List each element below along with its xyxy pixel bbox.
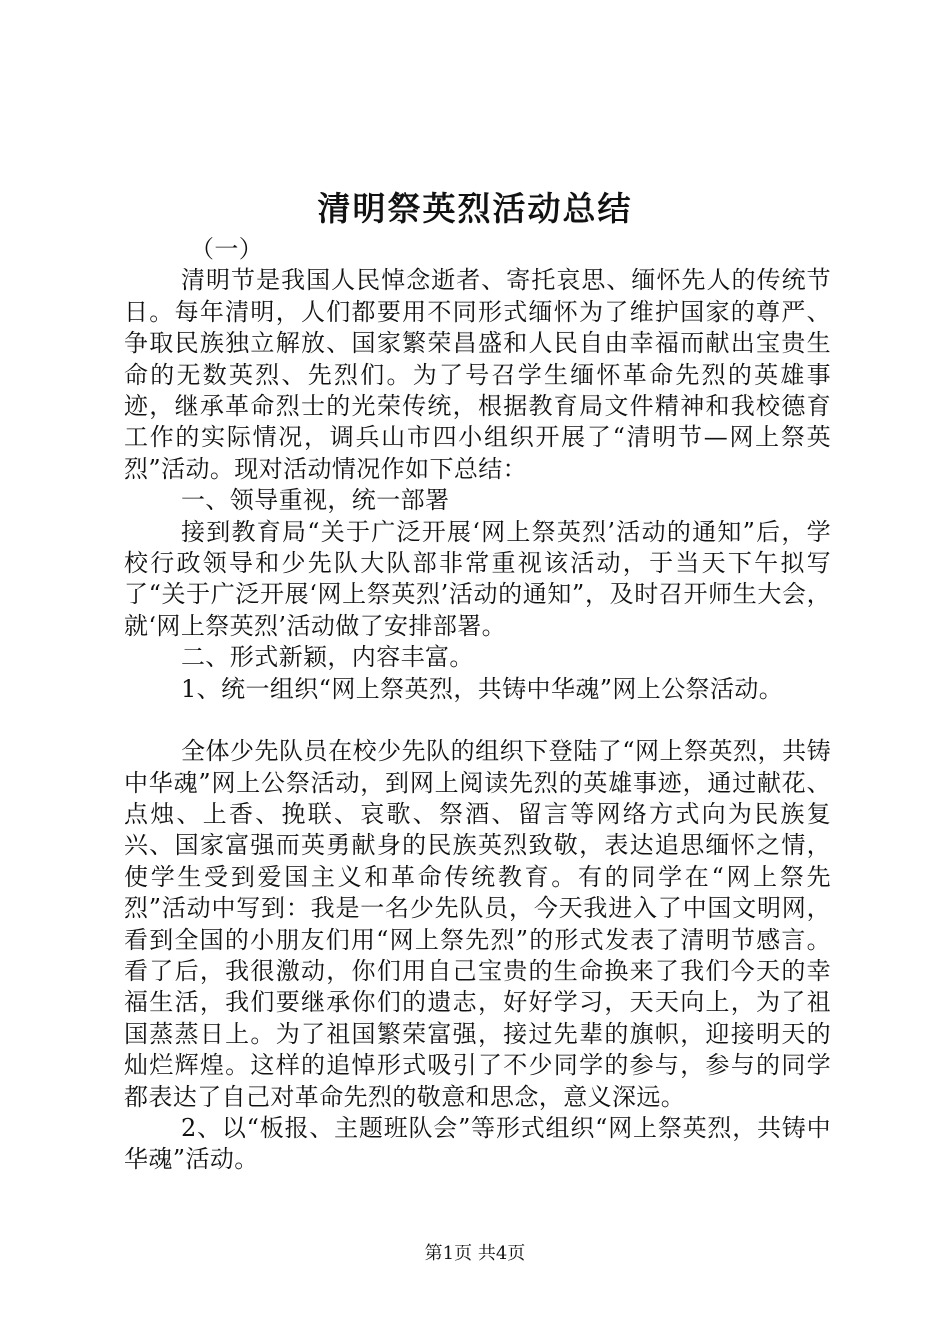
page-footer: 第1页 共4页 (424, 1243, 526, 1264)
heading-leadership: 一、领导重视，统一部署 (181, 486, 450, 515)
paragraph-notice: 接到教育局“关于广泛开展‘网上祭英烈’活动的通知”后，学校行政领导和少先队大队部非常重视该活动，于当天下午拟写了“关于广泛开展‘网上祭英烈’活动的通知”，及时召开师生大会，就‘网上祭英烈’活动做了安排部署。 (124, 517, 831, 640)
paragraph-online-memorial: 全体少先队员在校少先队的组织下登陆了“网上祭英烈，共铸中华魂”网上公祭活动，到网上阅读先烈的英雄事迹，通过献花、点烛、上香、挽联、哀歌、祭酒、留言等网络方式向为民族复兴、国家富强而英勇献身的民族英烈致敬，表达追思缅怀之情，使学生受到爱国主义和革命传统教育。有的同学在“网上祭先烈”活动中写到：我是一名少先队员，今天我进入了中国文明网，看到全国的小朋友们用“网上祭先烈”的形式发表了清明节感言。看了后，我很激动，你们用自己宝贵的生命换来了我们今天的幸福生活，我们要继承你们的遗志，好好学习，天天向上，为了祖国蒸蒸日上。为了祖国繁荣富强，接过先辈的旗帜，迎接明天的灿烂辉煌。这样的追悼形式吸引了不少同学的参与，参与的同学都表达了自己对革命先烈的敬意和思念，意义深远。 (124, 737, 831, 1111)
item-1-heading: 1、统一组织“网上祭英烈，共铸中华魂”网上公祭活动。 (181, 674, 784, 703)
item-2-heading: 2、以“板报、主题班队会”等形式组织“网上祭英烈，共铸中华魂”活动。 (124, 1113, 831, 1174)
paragraph-intro: 清明节是我国人民悼念逝者、寄托哀思、缅怀先人的传统节日。每年清明，人们都要用不同形式缅怀为了维护国家的尊严、争取民族独立解放、国家繁荣昌盛和人民自由幸福而献出宝贵生命的无数英烈、先烈们。为了号召学生缅怀革命先烈的英雄事迹，继承革命烈士的光荣传统，根据教育局文件精神和我校德育工作的实际情况，调兵山市四小组织开展了“清明节—网上祭英烈”活动。现对活动情况作如下总结： (124, 266, 831, 483)
paragraph-spacer (124, 705, 831, 736)
section-marker: （一） (190, 235, 264, 263)
heading-format: 二、形式新颖，内容丰富。 (181, 643, 474, 672)
document-title: 清明祭英烈活动总结 (317, 189, 633, 228)
document-body (124, 234, 831, 1176)
